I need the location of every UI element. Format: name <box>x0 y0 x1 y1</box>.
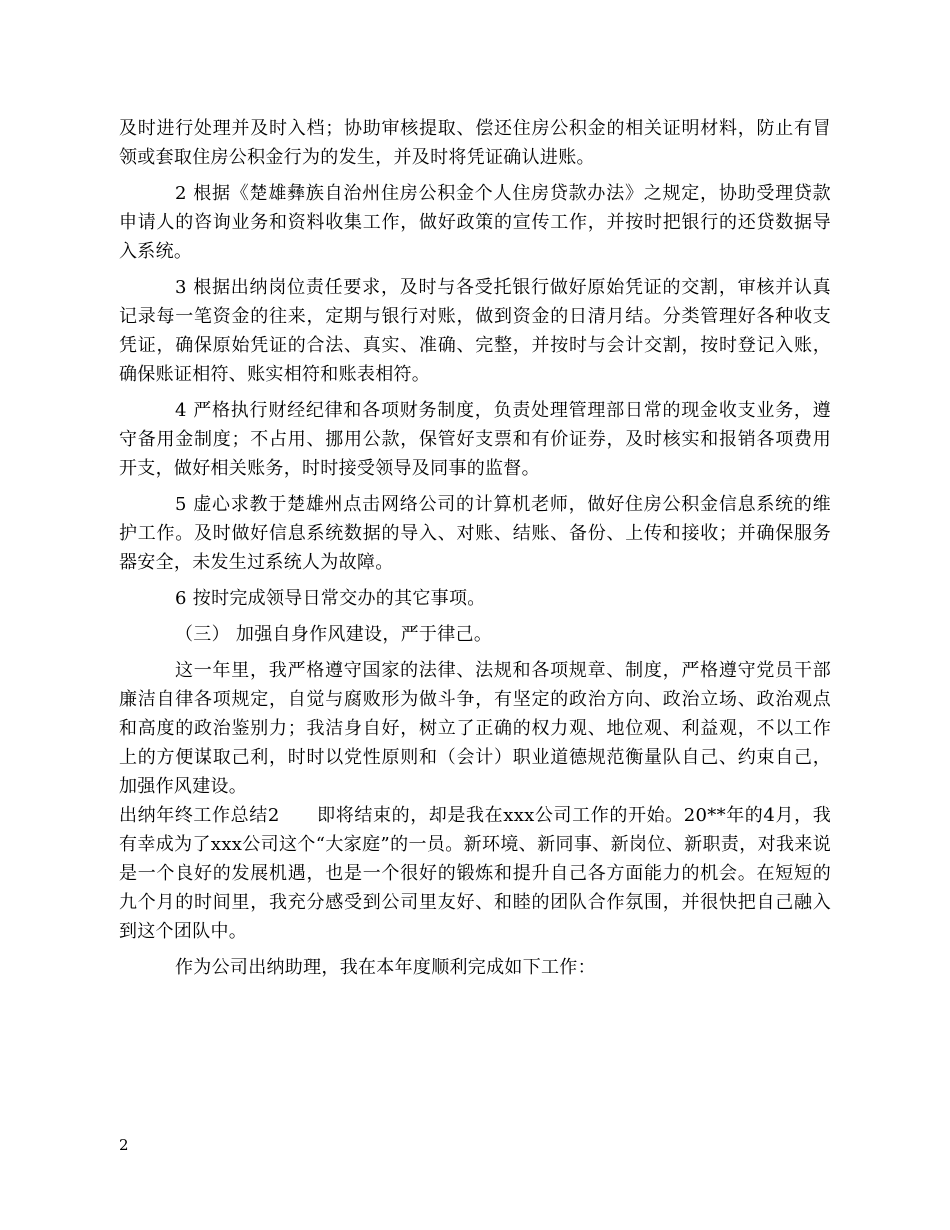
paragraph-1: 及时进行处理并及时入档；协助审核提取、偿还住房公积金的相关证明材料，防止有冒领或套取住房公积金行为的发生，并及时将凭证确认进账。 <box>119 118 831 168</box>
paragraph-9: 作为公司出纳助理，我在本年度顺利完成如下工作： <box>175 957 596 978</box>
document-body <box>119 114 831 982</box>
paragraph-3: 3 根据出纳岗位责任要求，及时与各受托银行做好原始凭证的交割，审核并认真记录每一笔资金的往来，定期与银行对账，做到资金的日清月结。分类管理好各种收支凭证，确保原始凭证的合法、真实、准确、完整，并按时与会计交割，按时登记入账，确保账证相符、账实相符和账表相符。 <box>119 277 831 385</box>
paragraph-4: 4 严格执行财经纪律和各项财务制度，负责处理管理部日常的现金收支业务，遵守备用金制度；不占用、挪用公款，保管好支票和有价证券，及时核实和报销各项费用开支，做好相关账务，时时接受领导及同事的监督。 <box>119 400 831 479</box>
paragraph-6: 6 按时完成领导日常交办的其它事项。 <box>175 588 486 609</box>
paragraph-5: 5 虚心求教于楚雄州点击网络公司的计算机老师，做好住房公积金信息系统的维护工作。及时做好信息系统数据的导入、对账、结账、备份、上传和接收；并确保服务器安全，未发生过系统人为故障。 <box>119 494 831 573</box>
paragraph-7: 这一年里，我严格遵守国家的法律、法规和各项规章、制度，严格遵守党员干部廉洁自律各项规定，自觉与腐败形为做斗争，有坚定的政治方向、政治立场、政治观点和高度的政治鉴别力；我洁身自好，树立了正确的权力观、地位观、利益观，不以工作上的方便谋取己利，时时以党性原则和（会计）职业道德规范衡量队自己、约束自己，加强作风建设。 <box>119 660 831 797</box>
page-number: 2 <box>119 1136 129 1154</box>
section-heading: （三） 加强自身作风建设，严于律己。 <box>175 624 493 645</box>
paragraph-8: 出纳年终工作总结2 即将结束的，却是我在xxx公司工作的开始。20**年的4月，我有幸成为了xxx公司这个“大家庭”的一员。新环境、新同事、新岗位、新职责，对我来说是一个良好的发展机遇，也是一个很好的锻炼和提升自己各方面能力的机会。在短短的九个月的时间里，我充分感受到公司里友好、和睦的团队合作氛围，并很快把自己融入到这个团队中。 <box>119 805 831 942</box>
paragraph-2: 2 根据《楚雄彝族自治州住房公积金个人住房贷款办法》之规定，协助受理贷款申请人的咨询业务和资料收集工作，做好政策的宣传工作，并按时把银行的还贷数据导入系统。 <box>119 183 831 262</box>
